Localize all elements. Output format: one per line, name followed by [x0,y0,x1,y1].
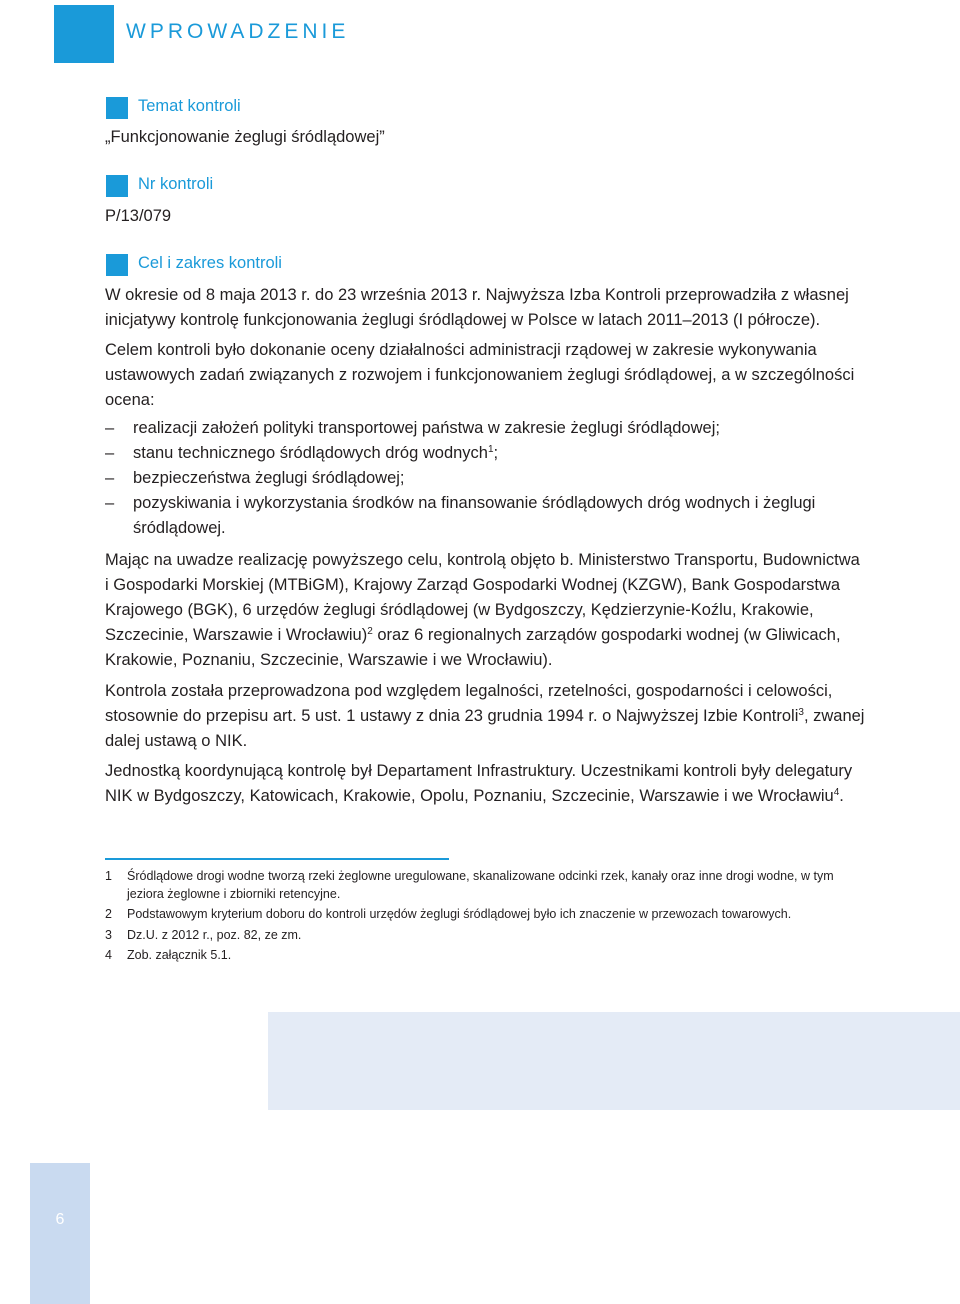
section-marker-temat [106,97,128,119]
footnote-item [105,926,865,944]
header-accent-square [54,5,114,63]
page-number-box [30,1163,90,1304]
decorative-block [268,1012,960,1110]
paragraph-scope-tail: oraz 6 regionalnych zarządów gospodarki wodnej (w Gliwicach, Krakowie, Poznaniu, Szczecinie, Warszawie i we Wrocławiu). [105,626,841,669]
footnote-item [105,946,865,964]
dash-marker: – [105,419,115,437]
paragraph-goal: Celem kontroli było dokonanie oceny działalności administracji rządowej w zakresie wykonywania ustawowych zadań związanych z rozwojem i funkcjonowaniem żeglugi śródlądowej, a w szczególności ocena: [105,341,855,409]
list-item [105,416,865,441]
list-item-text: realizacji założeń polityki transportowej państwa w zakresie żeglugi śródlądowej; [133,419,720,437]
footnote-text: Zob. załącznik 5.1. [127,948,232,962]
footnote-text: Śródlądowe drogi wodne tworzą rzeki żeglowne uregulowane, skanalizowane odcinki rzek, kanały oraz inne drogi wodne, w tym jeziora żeglowne i zbiorniki retencyjne. [127,869,834,901]
footnote-number: 3 [105,928,112,942]
dash-marker: – [105,494,115,512]
footnote-ref: 2 [367,626,373,637]
footnote-text: Dz.U. z 2012 r., poz. 82, ze zm. [127,928,302,942]
list-item-text: stanu technicznego śródlądowych dróg wodnych [133,444,488,462]
footnote-ref: 1 [487,444,494,455]
list-item [105,491,865,541]
page-title: WPROWADZENIE [126,20,350,43]
footnote-number: 1 [105,869,112,883]
footnote-item [105,905,865,923]
paragraph-scope [105,548,865,673]
evaluation-list [105,416,865,541]
paragraph-period: W okresie od 8 maja 2013 r. do 23 września 2013 r. Najwyższa Izba Kontroli przeprowadziła z własnej inicjatywy kontrolę funkcjonowania żeglugi śródlądowej w Polsce w latach 2011–2013 (I półrocze). [105,286,849,329]
section-marker-nr [106,175,128,197]
section-label-cel: Cel i zakres kontroli [138,254,282,272]
dash-marker: – [105,469,115,487]
paragraph-coordination-tail: . [839,787,844,805]
list-item [105,466,865,491]
footnote-divider [105,858,449,860]
paragraph-criteria-tail: , zwanej dalej ustawą o NIK. [105,707,865,750]
section-value-nr: P/13/079 [105,207,172,225]
list-item-tail: ; [493,444,499,462]
paragraph-scope-text: Mając na uwadze realizację powyższego celu, kontrolą objęto b. Ministerstwo Transportu, Budownictwa i Gospodarki Morskiej (MTBiGM), Krajowy Zarząd Gospodarki Wodnej (KZGW), Bank Gospodarstwa Krajowego (BGK), 6 urzędów żeglugi śródlądowej (w Bydgoszczy, Kędzierzynie-Koźlu, Krakowie, Szczecinie, Warszawie i Wrocławiu) [105,551,860,644]
section-label-nr: Nr kontroli [138,175,214,193]
list-item-text: pozyskiwania i wykorzystania środków na finansowanie śródlądowych dróg wodnych i żeglugi śródlądowej. [133,494,816,537]
paragraph-criteria [105,679,865,754]
list-item-text: bezpieczeństwa żeglugi śródlądowej; [133,469,405,487]
section-label-temat: Temat kontroli [138,97,241,115]
footnote-item [105,867,865,903]
footnote-ref: 3 [798,707,804,718]
footnote-number: 4 [105,948,112,962]
paragraph-coordination-text: Jednostką koordynującą kontrolę był Departament Infrastruktury. Uczestnikami kontroli były delegatury NIK w Bydgoszczy, Katowicach, Krakowie, Opolu, Poznaniu, Szczecinie, Warszawie i we Wrocławiu [105,762,853,805]
list-item [105,441,865,466]
dash-marker: – [105,444,115,462]
section-value-temat: „Funkcjonowanie żeglugi śródlądowej” [105,128,385,146]
paragraph-criteria-text: Kontrola została przeprowadzona pod względem legalności, rzetelności, gospodarności i celowości, stosownie do przepisu art. 5 ust. 1 ustawy z dnia 23 grudnia 1994 r. o Najwyższej Izbie Kontroli [105,682,833,725]
section-marker-cel [106,254,128,276]
paragraph-coordination [105,759,865,809]
page-number: 6 [55,1211,65,1228]
footnote-number: 2 [105,907,112,921]
footnote-ref: 4 [833,787,840,798]
footnote-text: Podstawowym kryterium doboru do kontroli urzędów żeglugi śródlądowej było ich znaczenie w przewozach towarowych. [127,907,792,921]
